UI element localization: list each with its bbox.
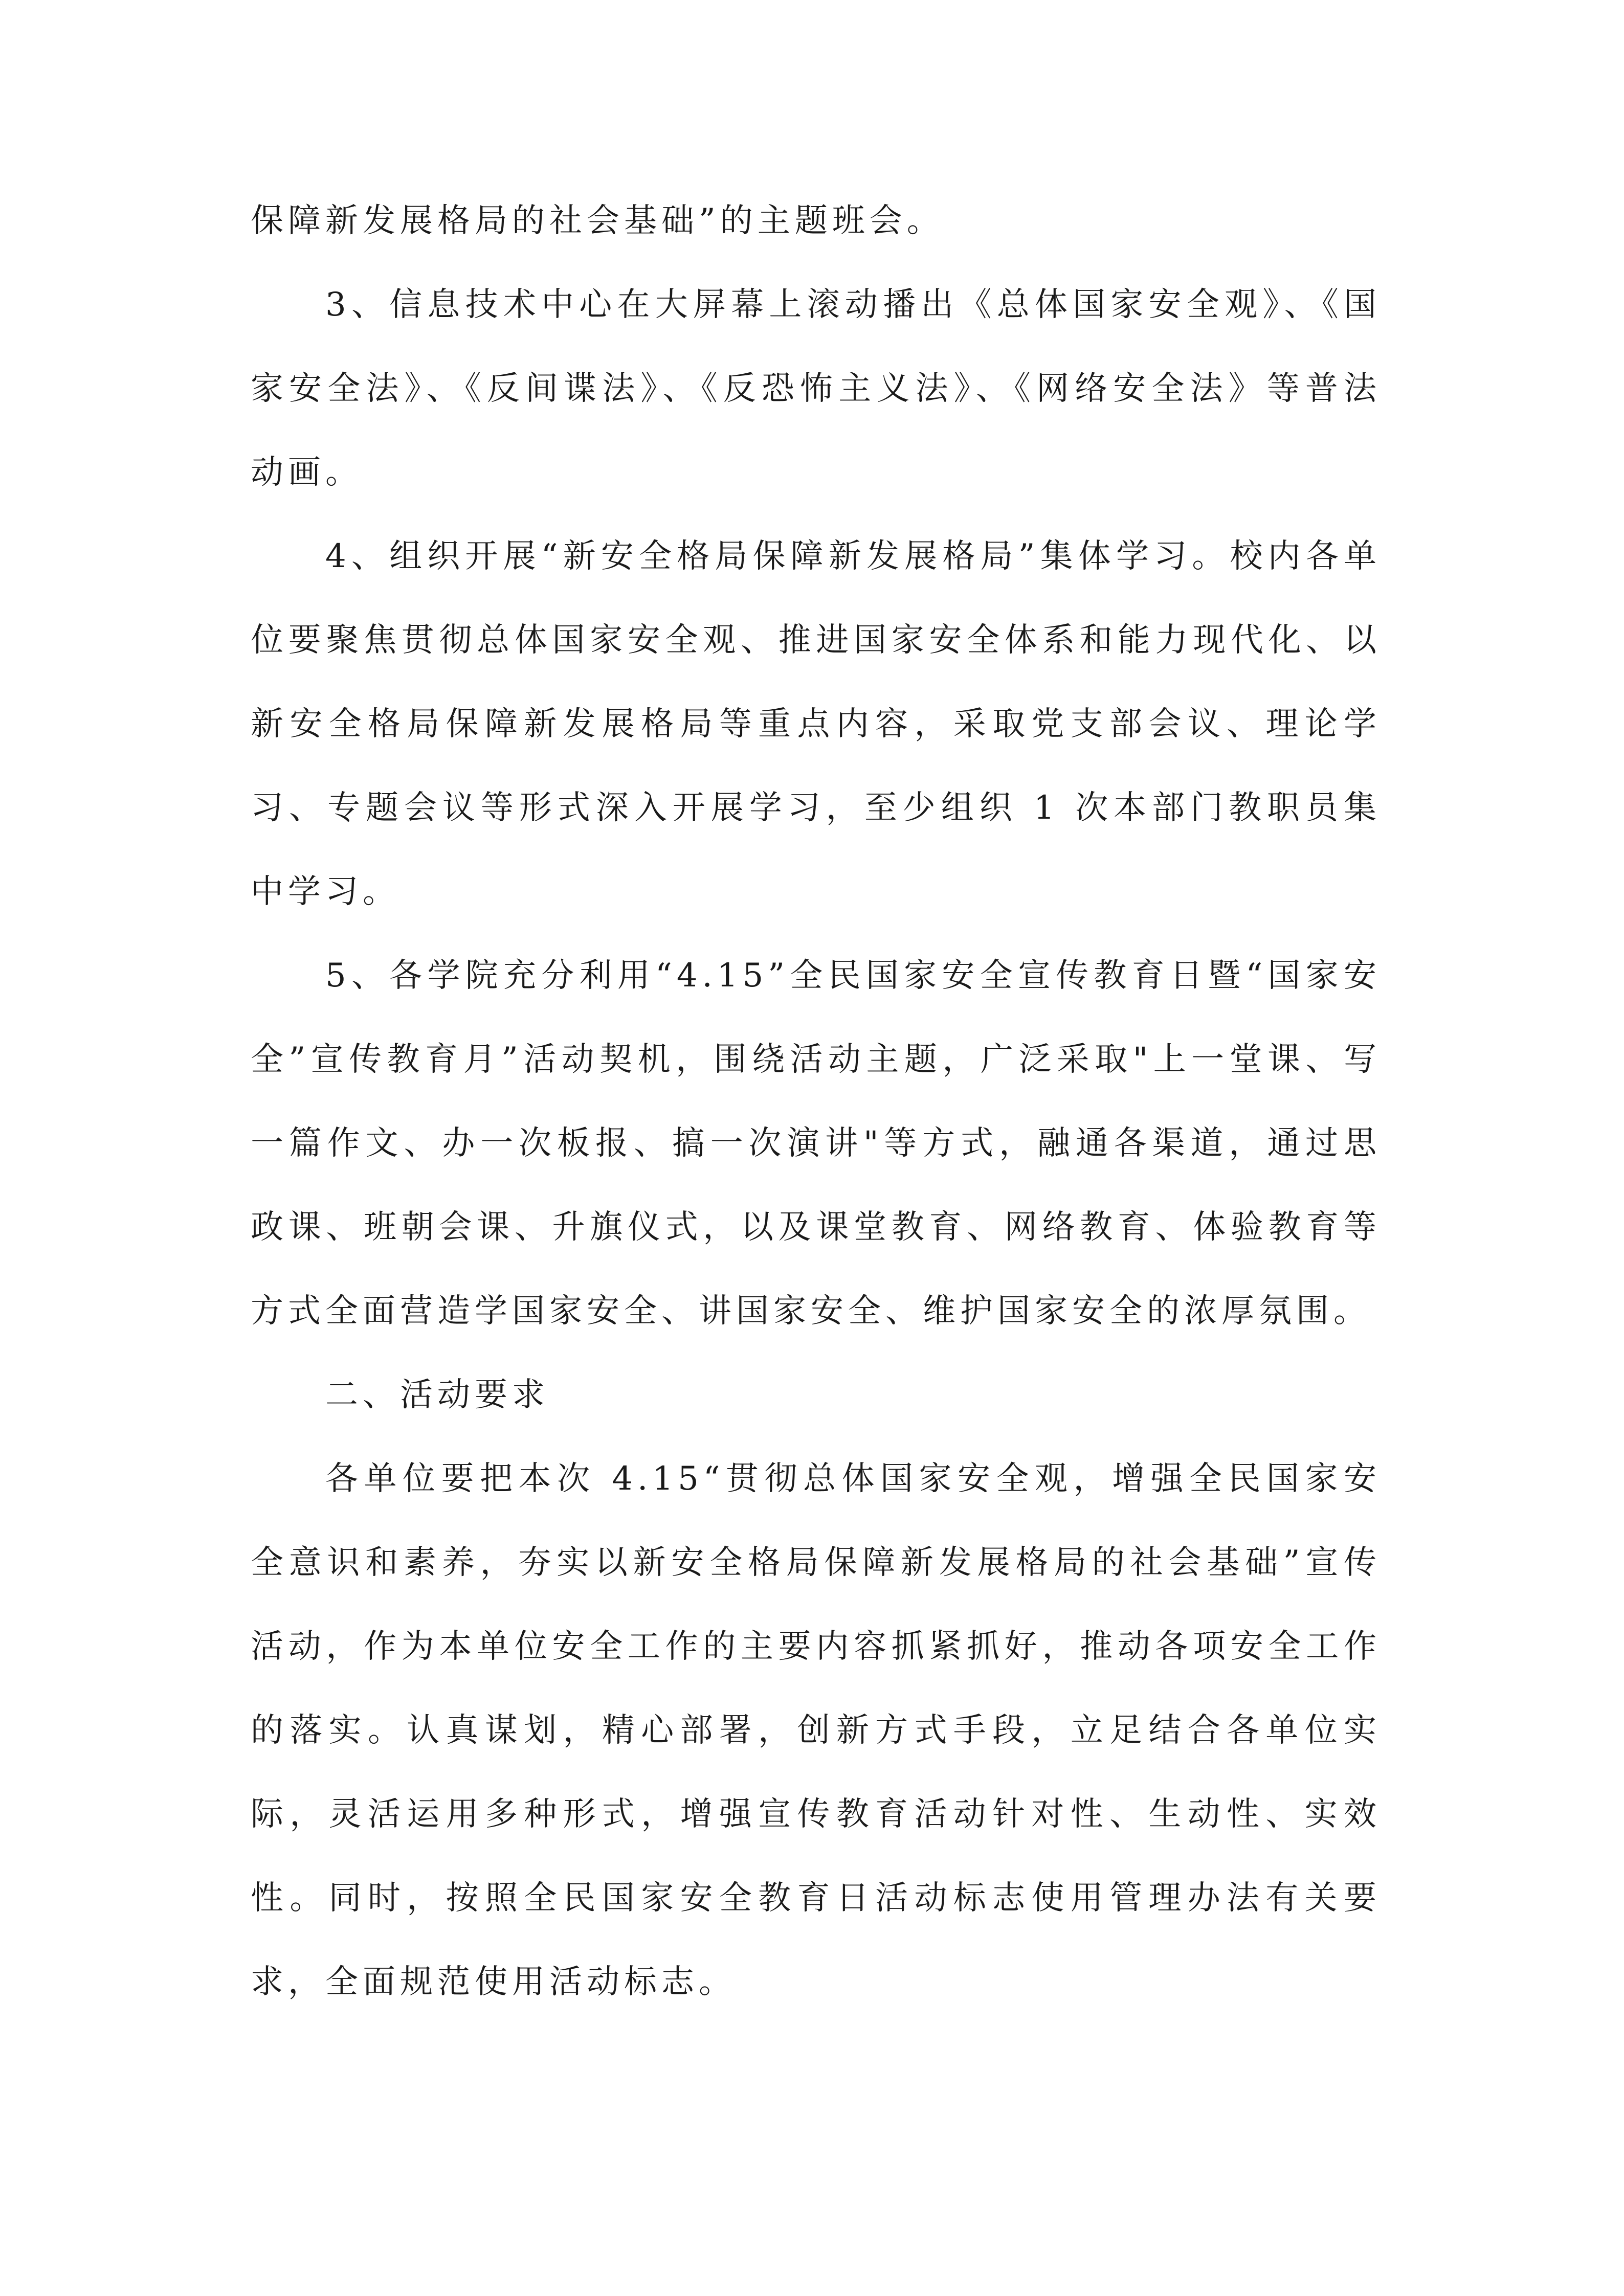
paragraph-item-5: 5、各学院充分利用“4.15”全民国家安全宣传教育日暨“国家安全”宣传教育月”活动契机，围绕活动主题，广泛采取"上一堂课、写一篇作文、办一次板报、搞一次演讲"等方式，融通各渠道，通过思政课、班朝会课、升旗仪式，以及课堂教育、网络教育、体验教育等方式全面营造学国家安全、讲国家安全、维护国家安全的浓厚氛围。 xyxy=(251,957,1381,1330)
paragraph-item-4: 4、组织开展“新安全格局保障新发展格局”集体学习。校内各单位要聚焦贯彻总体国家安全观、推进国家安全体系和能力现代化、以新安全格局保障新发展格局等重点内容，采取党支部会议、理论学习、专题会议等形式深入开展学习，至少组织 1 次本部门教职员集中学习。 xyxy=(251,537,1381,911)
paragraph-requirements: 各单位要把本次 4.15“贯彻总体国家安全观，增强全民国家安全意识和素养，夯实以新安全格局保障新发展格局的社会基础”宣传活动，作为本单位安全工作的主要内容抓紧抓好，推动各项安全工作的落实。认真谋划，精心部署，创新方式手段，立足结合各单位实际，灵活运用多种形式，增强宣传教育活动针对性、生动性、实效性。同时，按照全民国家安全教育日活动标志使用管理办法有关要求，全面规范使用活动标志。 xyxy=(251,1460,1381,2001)
document-body xyxy=(251,179,1381,2024)
section-heading: 二、活动要求 xyxy=(325,1376,549,1414)
paragraph-continued: 保障新发展格局的社会基础”的主题班会。 xyxy=(251,202,944,240)
paragraph-item-3: 3、信息技术中心在大屏幕上滚动播出《总体国家安全观》、《国家安全法》、《反间谍法》、《反恐怖主义法》、《网络安全法》等普法动画。 xyxy=(251,286,1381,491)
